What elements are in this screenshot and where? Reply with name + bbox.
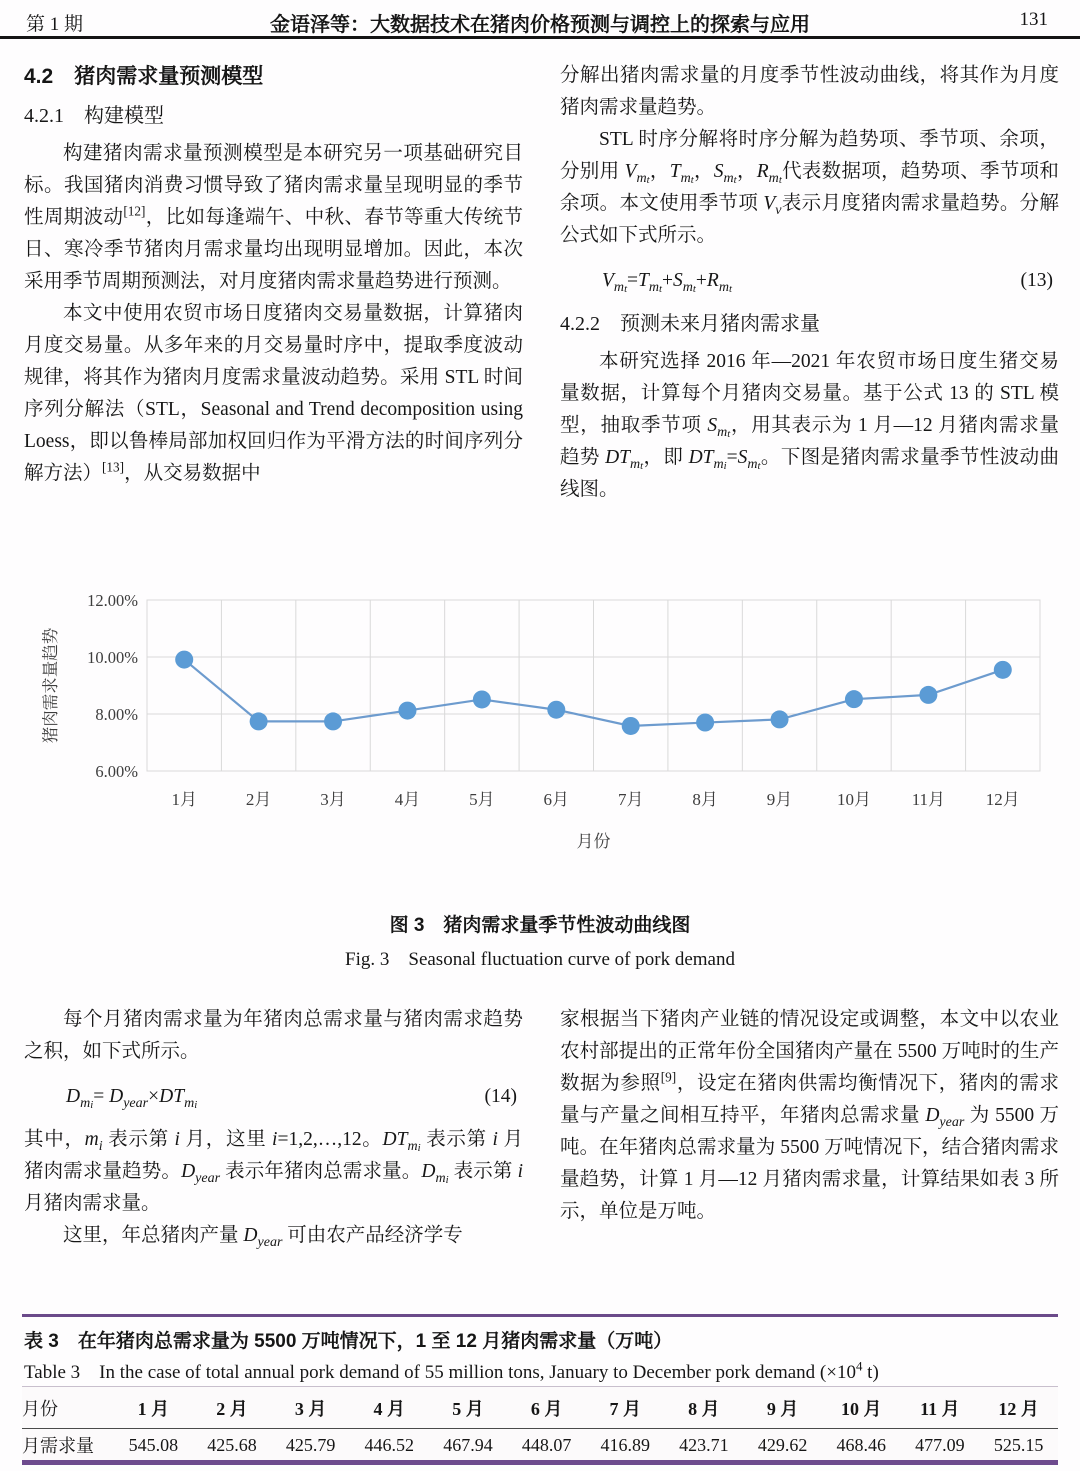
text-run: ，即 [643, 447, 689, 468]
text-run: m [747, 455, 758, 472]
text-run: 为 5500 万吨。在年猪肉总需求量为 5500 万吨情况下，结合猪肉需求量趋势，计算 1 月—12 月猪肉需求量，计算结果如表 3 所示，单位是万吨。 [560, 1105, 1059, 1222]
data-point [473, 690, 491, 708]
demand-table [22, 1386, 1058, 1462]
text-run: i [517, 1161, 523, 1182]
text-run: 分解出猪肉需求量的月度季节性波动曲线，将其作为月度猪肉需求量趋势。 [560, 65, 1059, 118]
text-run: m [648, 278, 660, 295]
x-tick-label: 3月 [320, 790, 346, 809]
text-run: =1,2,…,12。 [277, 1129, 383, 1150]
paragraph [560, 124, 1059, 252]
month-header-cell: 12 月 [998, 1398, 1039, 1419]
text-run: ，从交易数据中 [124, 463, 261, 484]
row-label-cell: 月需求量 [22, 1436, 94, 1457]
table-values-row [22, 1429, 1058, 1462]
paragraph [560, 1004, 1059, 1228]
figure-3-chart [30, 575, 1050, 865]
text-run: S [673, 270, 683, 291]
text-run: D [925, 1105, 940, 1126]
table-top-rule [22, 1314, 1058, 1317]
line-chart [30, 575, 1050, 865]
data-point [175, 651, 193, 669]
text-run: 表示月度猪肉需求量趋势。分解公式如下式所示。 [560, 193, 1059, 246]
text-run: m [80, 1094, 91, 1111]
text-run: T [669, 161, 681, 182]
paragraph [560, 60, 1059, 124]
paragraph [24, 298, 523, 490]
text-run: 表示年猪肉总需求量。 [220, 1161, 422, 1182]
text-run: i [90, 1098, 94, 1111]
text-run: m [613, 278, 625, 295]
value-cell: 468.46 [836, 1434, 886, 1455]
x-tick-label: 6月 [543, 790, 570, 809]
text-run: t [646, 173, 650, 186]
section-heading-4-2-1: 4.2.1 构建模型 [24, 105, 164, 127]
figure-3-caption-en: Fig. 3 Seasonal fluctuation curve of pork demand [345, 949, 735, 970]
text-run: m [713, 455, 724, 472]
text-run: m [717, 423, 728, 440]
text-run: D [66, 1086, 81, 1107]
text-run: i [723, 459, 727, 472]
month-header-cell: 1 月 [137, 1398, 170, 1419]
x-tick-label: 1月 [171, 790, 197, 809]
header-rule [0, 36, 1080, 39]
text-run: D [421, 1161, 436, 1182]
text-run: t [778, 173, 782, 186]
text-run: + [695, 270, 707, 291]
data-point [398, 702, 416, 720]
x-tick-label: 11月 [911, 790, 946, 809]
text-run: DT [605, 447, 630, 468]
data-point [845, 690, 863, 708]
paragraph [24, 1004, 523, 1068]
text-run: [12] [123, 203, 146, 219]
value-cell: 525.15 [993, 1434, 1044, 1455]
figure-3-caption-zh: 图 3 猪肉需求量季节性波动曲线图 [389, 915, 691, 936]
text-run: t [733, 173, 737, 186]
month-header-cell: 6 月 [530, 1398, 563, 1419]
text-run: 本研究选择 2016 年—2021 年农贸市场日度生猪交易量数据，计算每个月猪肉交易量。基于公式 13 的 STL 模型，抽取季节项 [560, 351, 1059, 436]
month-header-cell: 8 月 [688, 1398, 720, 1419]
text-run: V [602, 270, 614, 291]
data-point [994, 661, 1012, 679]
text-run: m [723, 169, 734, 186]
text-run: 4 [855, 1358, 863, 1374]
text-run: m [680, 169, 691, 186]
data-point [250, 712, 268, 730]
text-run: 月猪肉需求量。 [24, 1193, 161, 1214]
text-run: 表示第 [420, 1129, 493, 1150]
data-point [547, 701, 565, 719]
text-run: 表示第 [448, 1161, 518, 1182]
table-3-caption-en [24, 1357, 879, 1384]
y-tick-label: 12.00% [87, 591, 138, 610]
text-run: ，比如每逢端午、中秋、春节等重大传统节日、寒冷季节猪肉月需求量均出现明显增加。因此，本次采用季节周期预测法，对月度猪肉需求量趋势进行预测。 [24, 207, 523, 292]
text-run: 可由农产品经济学专 [282, 1225, 463, 1246]
text-run: m [718, 278, 729, 295]
text-run: × [148, 1086, 160, 1107]
value-cell: 423.71 [679, 1434, 729, 1455]
text-run: t [624, 282, 628, 295]
table-3-caption-zh: 表 3 在年猪肉总需求量为 5500 万吨情况下，1 至 12 月猪肉需求量（万吨） [24, 1331, 673, 1352]
text-run: 月猪肉需求量趋势。 [24, 1129, 523, 1182]
table-bottom-rule [22, 1460, 1058, 1465]
text-run: D [181, 1161, 196, 1182]
month-header-cell: 2 月 [216, 1398, 248, 1419]
paragraph [560, 346, 1059, 506]
text-run: Table 3 In the case of total annual pork demand of 55 million tons, January to December pork demand (×10 [24, 1362, 856, 1383]
table-3 [22, 1386, 1058, 1462]
data-point [919, 686, 937, 704]
text-run: DT [688, 447, 714, 468]
text-run: S [707, 415, 718, 436]
month-header-cell: 10 月 [840, 1398, 882, 1419]
y-tick-label: 6.00% [95, 762, 138, 781]
text-run: t [640, 459, 644, 472]
text-run: [9] [660, 1069, 677, 1085]
text-run: i [98, 1137, 103, 1154]
column-bottom-right [560, 1004, 1059, 1228]
text-run: 代表数据项，趋势项、季节项和余项。本文使用季节项 [560, 161, 1059, 214]
value-cell: 477.09 [915, 1434, 965, 1455]
data-point [622, 717, 640, 735]
text-run: m [630, 455, 641, 472]
text-run: i [445, 1173, 449, 1186]
y-axis-title: 猪肉需求量趋势 [41, 627, 60, 744]
x-tick-label: 5月 [469, 790, 495, 809]
y-tick-label: 10.00% [87, 648, 138, 667]
month-header-cell: 5 月 [452, 1398, 484, 1419]
text-run: t [757, 459, 761, 472]
value-cell: 467.94 [443, 1434, 493, 1455]
text-run: t [728, 282, 732, 295]
month-header-cell: 7 月 [609, 1398, 642, 1419]
x-tick-label: 10月 [836, 790, 871, 809]
section-heading-4-2: 4.2 猪肉需求量预测模型 [24, 65, 264, 88]
row-header-cell: 月份 [22, 1398, 58, 1419]
text-run: i [174, 1129, 180, 1150]
text-run: S [713, 161, 724, 182]
journal-issue: 第 1 期 [26, 14, 84, 35]
x-tick-label: 4月 [394, 790, 421, 809]
text-run: S [737, 447, 748, 468]
equation-13-number: (13) [1020, 270, 1053, 291]
text-run: m [636, 169, 647, 186]
text-run: ， [649, 161, 670, 182]
text-run: 本文中使用农贸市场日度猪肉交易量数据，计算猪肉月度交易量。从多年来的月交易量时序中，提取季度波动规律，将其作为猪肉月度需求量波动趋势。采用 STL 时间序列分解法（STL，Seasonal and Trend decomposition using Loess，即以鲁棒局部加权回归作为平滑方法的时间序列分解方法） [24, 303, 523, 484]
text-run: 家根据当下猪肉产业链的情况设定或调整，本文中以农业农村部提出的正常年份全国猪肉产量在 5500 万吨时的生产数据为参照 [560, 1009, 1059, 1094]
text-run: DT [382, 1129, 408, 1150]
text-run: D [243, 1225, 258, 1246]
text-run: m [682, 278, 693, 295]
paragraph [24, 1220, 523, 1252]
text-run: = [93, 1086, 110, 1107]
text-run: v [775, 201, 782, 218]
column-top-left [24, 60, 523, 490]
x-tick-label: 2月 [245, 790, 272, 809]
text-run: R [756, 161, 769, 182]
text-run: t) [862, 1362, 879, 1383]
text-run: [13] [102, 459, 125, 475]
text-run: m [184, 1094, 195, 1111]
equation-14-body [66, 1086, 198, 1111]
text-run: T [638, 270, 649, 291]
text-run: R [706, 270, 719, 291]
text-run: m [768, 169, 779, 186]
month-header-cell: 9 月 [766, 1398, 799, 1419]
column-top-right [560, 60, 1059, 506]
text-run: m [407, 1137, 418, 1154]
data-point [771, 710, 789, 728]
equation-13-body [602, 270, 732, 295]
text-run: t [692, 282, 696, 295]
month-header-cell: 3 月 [294, 1398, 327, 1419]
text-run: 其中， [24, 1129, 85, 1150]
text-run: ， [693, 161, 714, 182]
value-cell: 446.52 [364, 1434, 415, 1455]
text-run: year [257, 1233, 283, 1250]
value-cell: 425.79 [285, 1434, 336, 1455]
paragraph [24, 1124, 523, 1220]
text-run: D [109, 1086, 124, 1107]
month-header-cell: 4 月 [373, 1398, 406, 1419]
value-cell: 416.89 [600, 1434, 651, 1455]
column-bottom-left [24, 1004, 523, 1252]
month-header-cell: 11 月 [920, 1398, 960, 1419]
equation-13 [560, 266, 1059, 296]
text-run: V [763, 193, 776, 214]
equation-14 [24, 1082, 523, 1112]
text-run: m [84, 1129, 99, 1150]
text-run: t [690, 173, 694, 186]
table-header-row [22, 1387, 1058, 1429]
text-run: DT [159, 1086, 185, 1107]
text-run: 表示第 [102, 1129, 175, 1150]
text-run: year [939, 1113, 965, 1130]
text-run: i [194, 1098, 198, 1111]
text-run: i [492, 1129, 498, 1150]
text-run: 构建猪肉需求量预测模型是本研究另一项基础研究目标。我国猪肉消费习惯导致了猪肉需求量呈现明显的季节性周期波动 [24, 143, 523, 228]
text-run: year [123, 1094, 149, 1111]
value-cell: 545.08 [128, 1434, 179, 1455]
text-run: i [272, 1129, 278, 1150]
x-tick-label: 12月 [985, 790, 1020, 809]
text-run: 这里，年总猪肉产量 [63, 1225, 244, 1246]
data-point [324, 712, 342, 730]
value-cell: 448.07 [521, 1434, 572, 1455]
text-run: V [624, 161, 637, 182]
text-run: + [662, 270, 674, 291]
x-axis-title: 月份 [576, 832, 611, 851]
equation-14-number: (14) [484, 1086, 517, 1107]
x-tick-label: 7月 [617, 790, 644, 809]
value-cell: 425.68 [207, 1434, 257, 1455]
text-run: = [726, 447, 738, 468]
text-run: 每个月猪肉需求量为年猪肉总需求量与猪肉需求趋势之积，如下式所示。 [24, 1009, 523, 1062]
text-run: ，设定在猪肉供需均衡情况下，猪肉的需求量与产量之间相互持平，年猪肉总需求量 [560, 1073, 1059, 1126]
running-head-title: 金语泽等：大数据技术在猪肉价格预测与调控上的探索与应用 [270, 14, 810, 36]
text-run: ， [736, 161, 757, 182]
text-run: = [627, 270, 639, 291]
x-tick-label: 8月 [692, 790, 718, 809]
text-run: STL 时序分解将时序分解为趋势项、季节项、余项，分别用 [560, 129, 1059, 182]
x-tick-label: 9月 [766, 790, 793, 809]
section-heading-4-2-2: 4.2.2 预测未来月猪肉需求量 [560, 313, 820, 335]
text-run: t [727, 427, 731, 440]
text-run: year [195, 1169, 221, 1186]
text-run: ，用其表示为 1 月—12 月猪肉需求量趋势 [560, 415, 1059, 468]
text-run: i [417, 1141, 421, 1154]
text-run: 月，这里 [179, 1129, 273, 1150]
y-tick-label: 8.00% [95, 705, 138, 724]
text-run: 。下图是猪肉需求量季节性波动曲线图。 [560, 447, 1059, 500]
text-run: t [659, 282, 663, 295]
paragraph [24, 138, 523, 298]
page-number: 131 [1019, 9, 1048, 30]
data-point [696, 714, 714, 732]
value-cell: 429.62 [757, 1434, 808, 1455]
text-run: m [435, 1169, 446, 1186]
